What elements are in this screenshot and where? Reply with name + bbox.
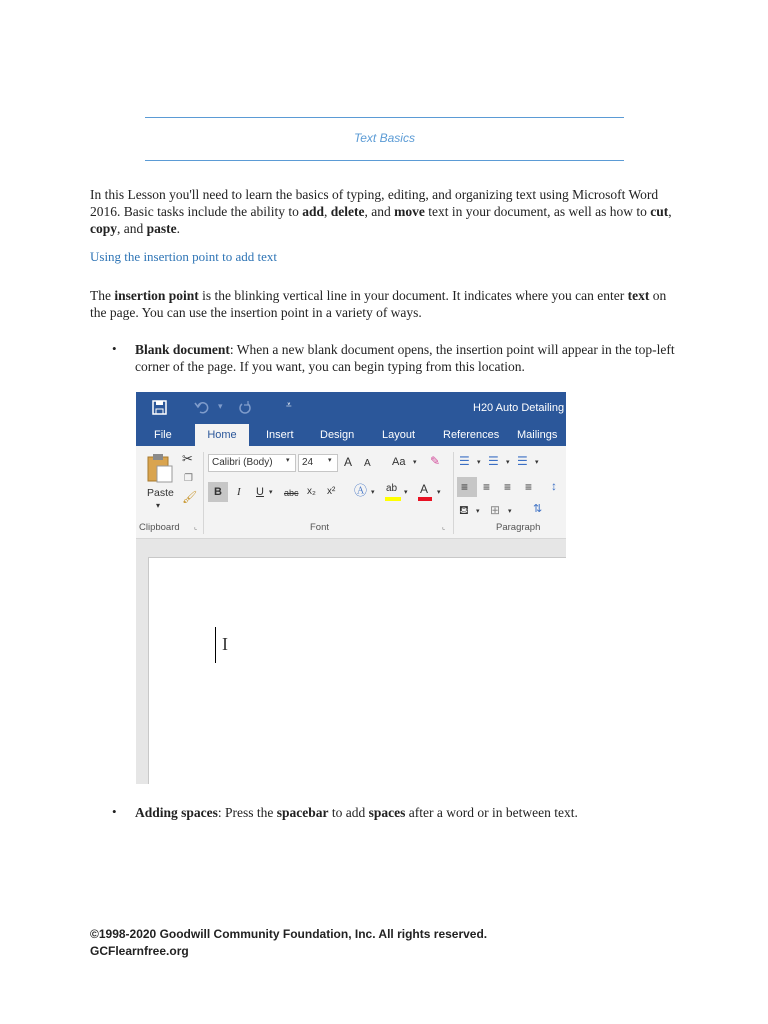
numbering-dropdown-icon[interactable]: ▾ <box>506 459 510 466</box>
insertion-point-paragraph: The insertion point is the blinking vertical line in your document. It indicates where you can enter text on the page. You can use the insertion point in a variety of ways. <box>90 288 667 320</box>
document-title: Text Basics <box>354 131 415 145</box>
intro-paragraph: In this Lesson you'll need to learn the basics of typing, editing, and organizing text using Microsoft Word 2016. Basic tasks include the ability to add, delete, and move text in your document, as well as how to cut, copy, and paste. <box>90 187 672 236</box>
tab-layout[interactable]: Layout <box>382 429 416 441</box>
shrink-font-icon[interactable]: A <box>364 458 371 469</box>
change-case-button[interactable]: Aa <box>392 456 406 468</box>
document-area <box>136 539 566 784</box>
word-title-bar <box>136 392 566 424</box>
underline-dropdown-icon[interactable]: ▾ <box>269 489 273 496</box>
format-painter-icon[interactable]: 🖌 <box>182 490 198 504</box>
word-screenshot <box>136 392 566 784</box>
borders-icon[interactable]: ⊞ <box>490 503 501 517</box>
tab-home[interactable]: Home <box>195 424 249 446</box>
clear-formatting-icon[interactable]: ✎ <box>430 454 441 468</box>
bullet-blank-document: Blank document: When a new blank document opens, the insertion point will appear in the top-left corner of the page. If you want, you can begin typing from this location. <box>135 342 675 374</box>
font-name-field[interactable]: Calibri (Body) <box>208 454 296 472</box>
copy-icon[interactable]: ❐ <box>184 473 193 484</box>
window-title: H20 Auto Detailing <box>473 402 565 414</box>
bullet-marker: • <box>112 804 117 819</box>
font-group-label: Font <box>310 522 330 533</box>
tab-file[interactable]: File <box>154 429 172 441</box>
group-divider <box>453 452 454 534</box>
footer-site[interactable]: GCFlearnfree.org <box>90 944 189 958</box>
underline-button[interactable]: U <box>256 486 264 498</box>
clipboard-launcher-icon[interactable]: ⌞ <box>194 524 198 531</box>
line-spacing-icon[interactable]: ↕ <box>551 479 557 493</box>
highlight-icon[interactable]: ab <box>386 483 398 494</box>
footer-copyright: ©1998-2020 Goodwill Community Foundation, Inc. All rights reserved. <box>90 927 488 941</box>
align-right-icon[interactable]: ≡ <box>504 480 512 494</box>
borders-dropdown-icon[interactable]: ▾ <box>508 508 512 515</box>
multilevel-dropdown-icon[interactable]: ▾ <box>535 459 539 466</box>
align-left-icon[interactable]: ≡ <box>461 480 469 494</box>
font-color-bar <box>418 497 432 501</box>
grow-font-icon[interactable]: A <box>344 455 353 469</box>
bullet-marker: • <box>112 341 117 356</box>
font-size-dropdown-icon[interactable]: ▾ <box>328 457 332 464</box>
font-color-icon[interactable]: A <box>420 482 429 496</box>
bullets-icon[interactable]: ☰ <box>459 454 470 468</box>
tab-design[interactable]: Design <box>320 429 355 441</box>
insertion-point-cursor <box>215 627 216 663</box>
italic-button[interactable]: I <box>237 486 241 498</box>
font-name-dropdown-icon[interactable]: ▾ <box>286 457 290 464</box>
shading-icon[interactable]: ⛾ <box>459 503 469 517</box>
undo-icon[interactable] <box>194 400 212 414</box>
change-case-dropdown-icon[interactable]: ▾ <box>413 459 417 466</box>
align-center-icon[interactable]: ≡ <box>483 480 491 494</box>
tab-mailings[interactable]: Mailings <box>517 429 558 441</box>
highlight-color-bar <box>385 497 401 501</box>
sort-icon[interactable]: ⇅ <box>533 503 543 515</box>
highlight-dropdown-icon[interactable]: ▾ <box>404 489 408 496</box>
blank-page[interactable] <box>148 557 566 784</box>
bullet-adding-spaces: Adding spaces: Press the spacebar to add spaces after a word or in between text. <box>135 805 578 820</box>
clipboard-group-label: Clipboard <box>139 522 180 533</box>
bold-button[interactable]: B <box>214 486 222 498</box>
paste-button[interactable]: Paste <box>147 487 174 499</box>
i-beam-cursor-icon: I <box>222 634 228 654</box>
header-rule-bottom <box>145 160 624 161</box>
bullets-dropdown-icon[interactable]: ▾ <box>477 459 481 466</box>
justify-icon[interactable]: ≡ <box>525 480 533 494</box>
text-effects-dropdown-icon[interactable]: ▾ <box>371 489 375 496</box>
multilevel-list-icon[interactable]: ☰ <box>517 454 528 468</box>
paragraph-group-label: Paragraph <box>496 522 541 533</box>
ribbon-tabs <box>136 424 566 446</box>
redo-icon[interactable] <box>238 400 252 414</box>
paste-dropdown-icon[interactable]: ▾ <box>156 501 161 510</box>
tab-references[interactable]: References <box>443 429 500 441</box>
undo-dropdown-icon[interactable]: ▾ <box>218 401 223 411</box>
paste-clipboard-icon[interactable] <box>146 452 174 484</box>
subscript-button[interactable]: x₂ <box>307 486 316 497</box>
customize-toolbar-icon[interactable]: ⩡ <box>286 400 292 411</box>
section-subheading: Using the insertion point to add text <box>90 249 278 264</box>
save-icon[interactable] <box>152 400 167 415</box>
ribbon-home <box>136 446 566 539</box>
font-size-field[interactable]: 24 <box>298 454 338 472</box>
font-launcher-icon[interactable]: ⌞ <box>442 524 446 531</box>
header-rule-top <box>145 117 624 118</box>
font-color-dropdown-icon[interactable]: ▾ <box>437 489 441 496</box>
tab-insert[interactable]: Insert <box>266 429 294 441</box>
text-effects-icon[interactable]: Ⓐ <box>354 483 368 498</box>
cut-icon[interactable]: ✂ <box>182 451 193 466</box>
strikethrough-button[interactable]: abc <box>284 488 299 498</box>
numbering-icon[interactable]: ☰ <box>488 454 499 468</box>
superscript-button[interactable]: x² <box>327 486 336 497</box>
shading-dropdown-icon[interactable]: ▾ <box>476 508 480 515</box>
group-divider <box>203 452 204 534</box>
